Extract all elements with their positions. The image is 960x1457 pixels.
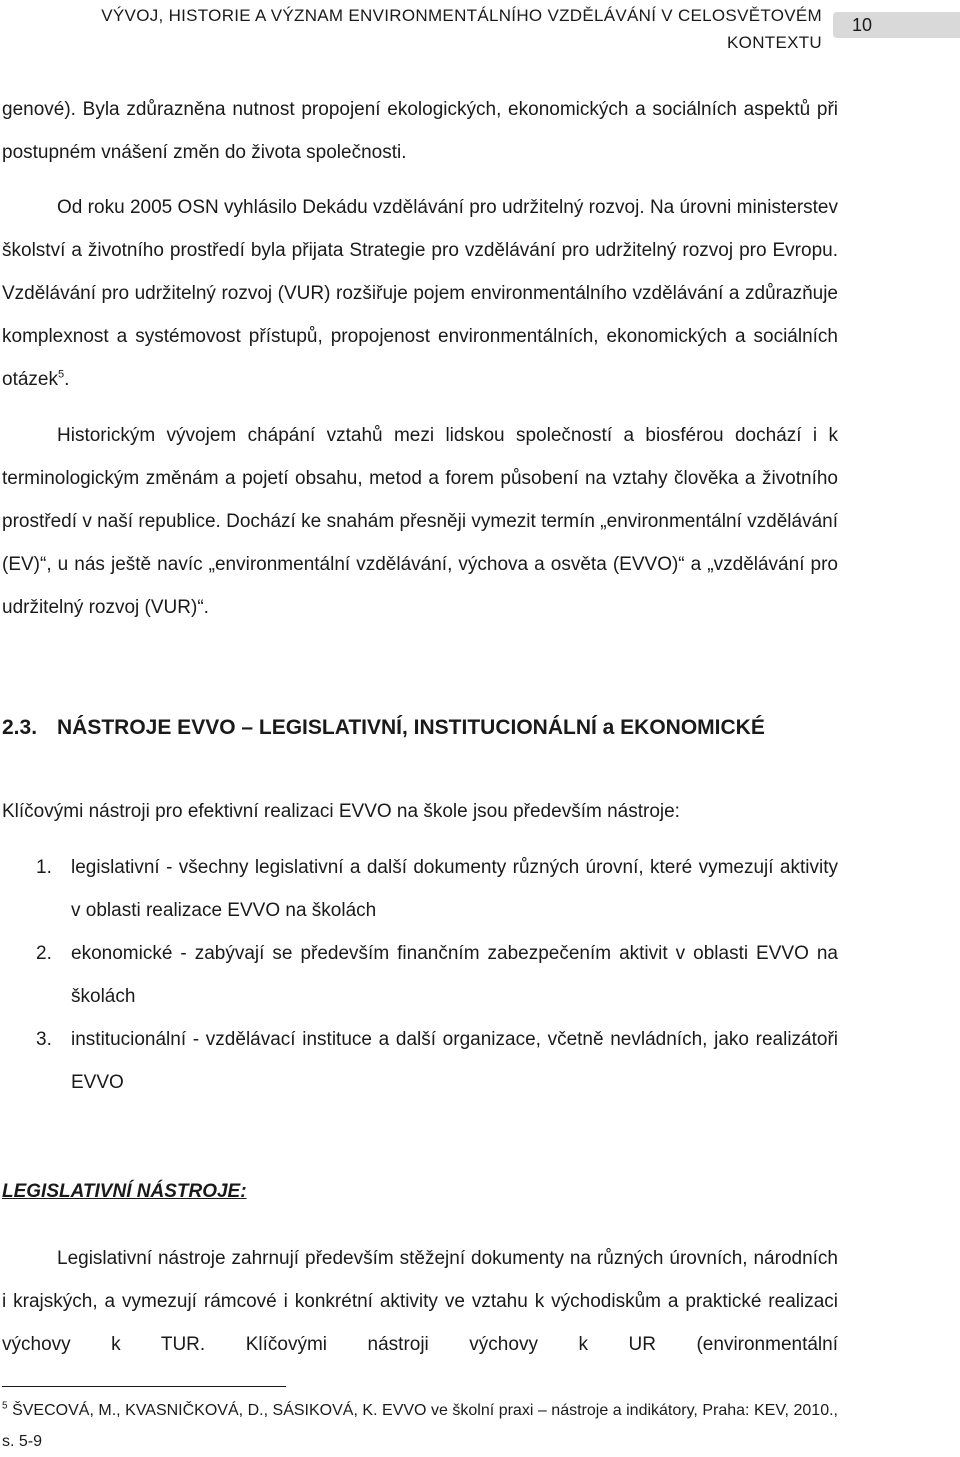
list-item-number: 1. <box>36 857 52 878</box>
footnote <box>2 1395 838 1457</box>
section-title: NÁSTROJE EVVO – LEGISLATIVNÍ, INSTITUCIONÁLNÍ a EKONOMICKÉ <box>57 716 765 739</box>
footnote-ref-5: 5 <box>57 368 65 381</box>
page-number: 10 <box>852 15 873 35</box>
paragraph-2 <box>2 186 838 401</box>
footnote-separator <box>2 1386 286 1387</box>
list-item <box>0 932 838 1018</box>
paragraph-4: Legislativní nástroje zahrnují především stěžejní dokumenty na různých úrovních, národních i krajských, a vymezují rámcové i konkrétní aktivity ve vztahu k východiskům a praktické realizaci výchovy k TUR. Klíčovými nástroji výchovy k UR (environmentální <box>2 1248 838 1355</box>
footnote-mark: 5 <box>2 1400 8 1412</box>
list-item-number: 2. <box>36 943 52 964</box>
paragraph-2-text: Od roku 2005 OSN vyhlásilo Dekádu vzdělávání pro udržitelný rozvoj. Na úrovni ministerstev školství a životního prostředí byla přijata Strategie pro vzdělávání pro udržitelný rozvoj pro Evropu. Vzdělávání pro udržitelný rozvoj (VUR) rozšiřuje pojem environmentálního vzdělávání a zdůrazňuje komplexnost a systémovost přístupů, propojenost environmentálních, ekonomických a sociálních otázek <box>2 197 838 390</box>
tools-list <box>0 846 838 1104</box>
list-item <box>0 1018 838 1104</box>
footnote-text: ŠVECOVÁ, M., KVASNIČKOVÁ, D., SÁSIKOVÁ, K. EVVO ve školní praxi – nástroje a indikátory, Praha: KEV, 2010., s. 5-9 <box>2 1402 838 1450</box>
list-item <box>0 846 838 932</box>
section-lead: Klíčovými nástroji pro efektivní realizaci EVVO na škole jsou především nástroje: <box>2 801 680 822</box>
section-heading <box>2 708 838 748</box>
list-item-text: ekonomické - zabývají se především finančním zabezpečením aktivit v oblasti EVVO na školách <box>71 943 838 1007</box>
paragraph-1: genové). Byla zdůrazněna nutnost propojení ekologických, ekonomických a sociálních aspektů při postupném vnášení změn do života společnosti. <box>2 99 838 163</box>
list-item-text: institucionální - vzdělávací instituce a další organizace, včetně nevládních, jako realizátoři EVVO <box>71 1029 838 1093</box>
running-header-title: VÝVOJ, HISTORIE A VÝZNAM ENVIRONMENTÁLNÍHO VZDĚLÁVÁNÍ V CELOSVĚTOVÉM KONTEXTU <box>101 6 822 52</box>
list-item-text: legislativní - všechny legislativní a další dokumenty různých úrovní, které vymezují aktivity v oblasti realizace EVVO na školách <box>71 857 838 921</box>
paragraph-3: Historickým vývojem chápání vztahů mezi lidskou společností a biosférou dochází i k terminologickým změnám a pojetí obsahu, metod a forem působení na vztahy člověka a životního prostředí v naší republice. Dochází ke snahám přesněji vymezit termín „environmentální vzdělávání (EV)“, u nás ještě navíc „environmentální vzdělávání, výchova a osvěta (EVVO)“ a „vzdělávání pro udržitelný rozvoj (VUR)“. <box>2 425 838 618</box>
paragraph-2-end: . <box>64 369 70 390</box>
subsection-heading: LEGISLATIVNÍ NÁSTROJE: <box>2 1181 247 1202</box>
list-item-number: 3. <box>36 1029 52 1050</box>
section-number: 2.3. <box>2 716 38 739</box>
